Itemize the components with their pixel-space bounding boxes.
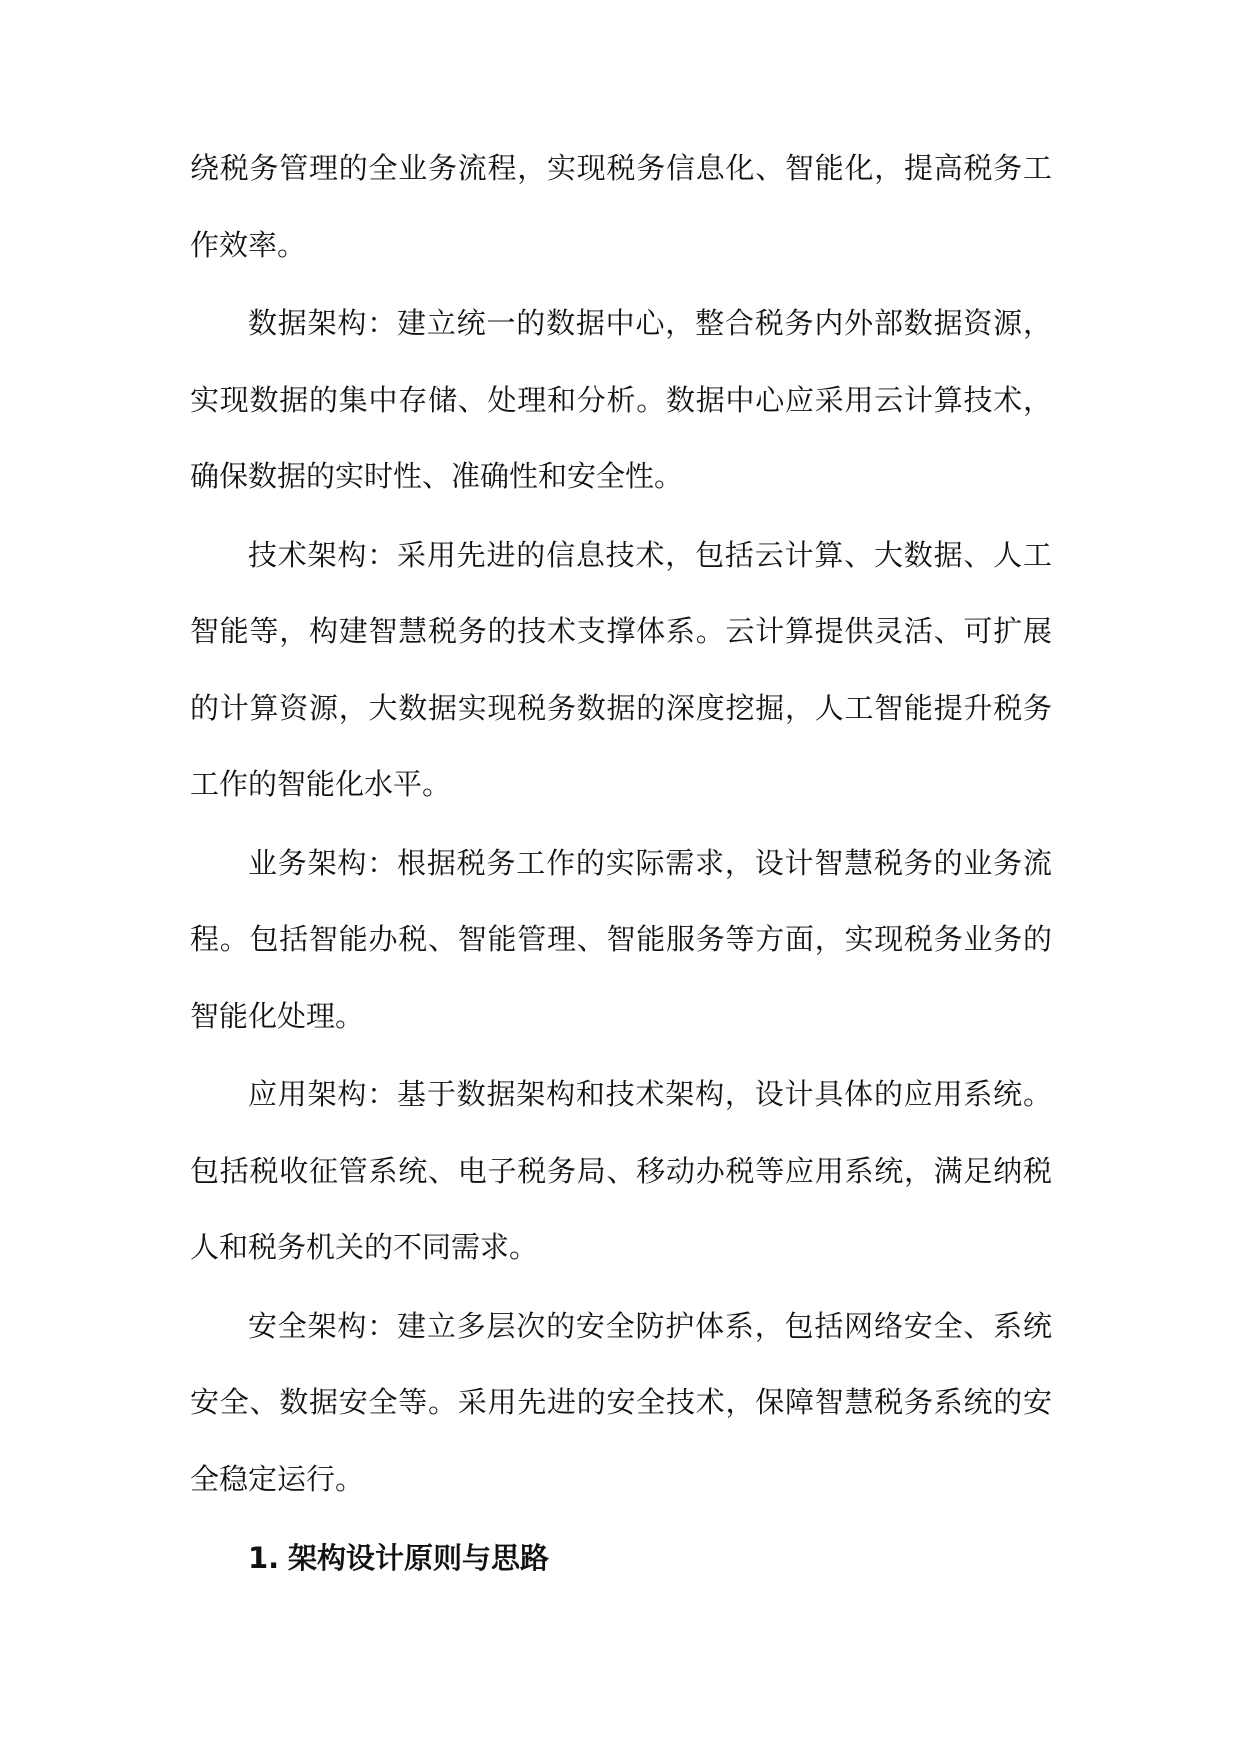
paragraph-business-architecture: 业务架构：根据税务工作的实际需求，设计智慧税务的业务流程。包括智能办税、智能管理、智能服务等方面，实现税务业务的智能化处理。 bbox=[190, 845, 1052, 1033]
section-heading bbox=[248, 1536, 549, 1580]
paragraph-security-architecture: 安全架构：建立多层次的安全防护体系，包括网络安全、系统安全、数据安全等。采用先进的安全技术，保障智慧税务系统的安全稳定运行。 bbox=[190, 1308, 1052, 1496]
paragraph-application-architecture: 应用架构：基于数据架构和技术架构，设计具体的应用系统。包括税收征管系统、电子税务局、移动办税等应用系统，满足纳税人和税务机关的不同需求。 bbox=[190, 1077, 1052, 1264]
section-number: 1. bbox=[248, 1541, 280, 1575]
paragraph-continued: 绕税务管理的全业务流程，实现税务信息化、智能化，提高税务工作效率。 bbox=[190, 151, 1052, 262]
paragraph-technical-architecture: 技术架构：采用先进的信息技术，包括云计算、大数据、人工智能等，构建智慧税务的技术支撑体系。云计算提供灵活、可扩展的计算资源，大数据实现税务数据的深度挖掘，人工智能提升税务工作的智能化水平。 bbox=[190, 537, 1052, 801]
paragraph-data-architecture: 数据架构：建立统一的数据中心，整合税务内外部数据资源，实现数据的集中存储、处理和分析。数据中心应采用云计算技术，确保数据的实时性、准确性和安全性。 bbox=[190, 306, 1052, 493]
section-title: 架构设计原则与思路 bbox=[288, 1541, 550, 1575]
body-text bbox=[190, 130, 1052, 1519]
